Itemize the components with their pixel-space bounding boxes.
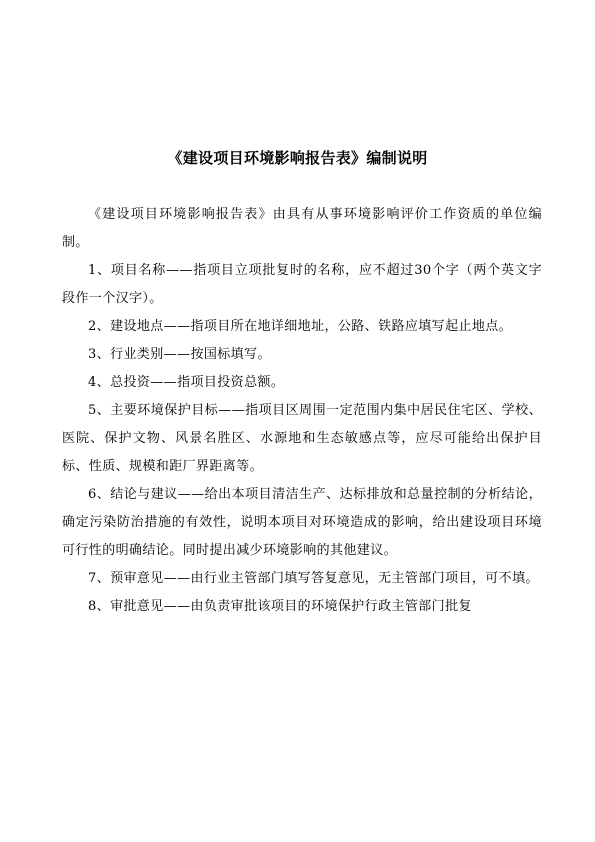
paragraph-item-5: 5、主要环境保护目标——指项目区周围一定范围内集中居民住宅区、学校、医院、保护文物、风景名胜区、水源地和生态敏感点等，应尽可能给出保护目标、性质、规模和距厂界距离等。	[62, 403, 542, 474]
document-body	[62, 201, 542, 621]
paragraph-item-1: 1、项目名称——指项目立项批复时的名称，应不超过30个字（两个英文字段作一个汉字）。	[62, 263, 542, 306]
paragraph-item-7: 7、预审意见——由行业主管部门填写答复意见，无主管部门项目，可不填。	[88, 571, 539, 586]
paragraph-item-2: 2、建设地点——指项目所在地详细地址，公路、铁路应填写起止地点。	[88, 319, 513, 334]
paragraph-item-3: 3、行业类别——按国标填写。	[88, 347, 271, 362]
paragraph-item-8: 8、审批意见——由负责审批该项目的环境保护行政主管部门批复	[88, 599, 472, 614]
document-title: 《建设项目环境影响报告表》编制说明	[167, 149, 428, 167]
paragraph-intro: 《建设项目环境影响报告表》由具有从事环境影响评价工作资质的单位编制。	[62, 207, 542, 250]
paragraph-item-4: 4、总投资——指项目投资总额。	[88, 375, 285, 390]
paragraph-item-6: 6、结论与建议——给出本项目清洁生产、达标排放和总量控制的分析结论，确定污染防治措施的有效性，说明本项目对环境造成的影响，给出建设项目环境可行性的明确结论。同时提出减少环境影响的其他建议。	[62, 487, 542, 558]
